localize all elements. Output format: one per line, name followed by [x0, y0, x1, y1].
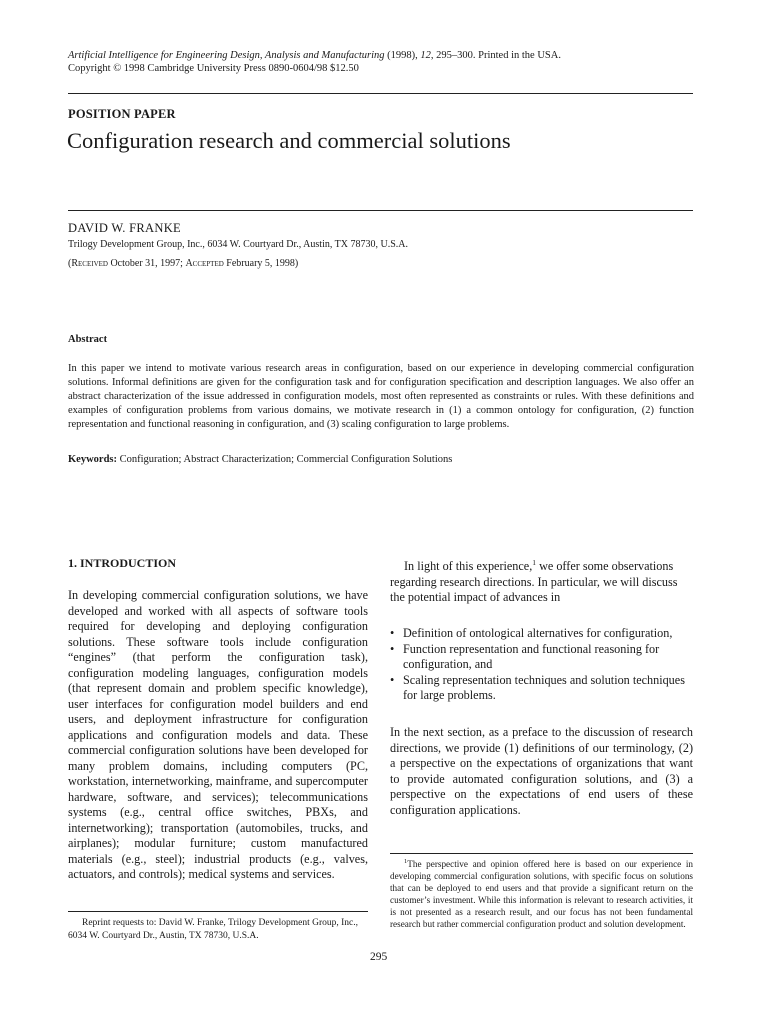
received-label: Received: [71, 258, 108, 269]
author-name: DAVID W. FRANKE: [68, 221, 181, 235]
bullet-icon: •: [390, 626, 395, 640]
journal-pages: , 295–300. Printed in the USA.: [430, 50, 561, 61]
research-directions-list: [390, 626, 693, 704]
keywords: [68, 454, 694, 465]
list-item: [390, 673, 693, 704]
keywords-list: Configuration; Abstract Characterization; Commercial Configuration Solutions: [117, 454, 453, 465]
reprint-requests: [68, 917, 368, 942]
bullet-icon: •: [390, 641, 395, 656]
submission-dates: (Received October 31, 1997; Accepted February 5, 1998): [68, 258, 299, 269]
footnote-text: The perspective and opinion offered here is based on our experience in developing commercial configuration solutions, with specific focus on solutions that can be deployed to end users and that provide a significant return on the customer’s investment. While this information is relevant to research activities, it is not presented as a research result, and our focus has not been fundamental research but rather commercial configuration product and solution development.: [390, 859, 693, 929]
bullet-icon: •: [390, 672, 395, 687]
list-item-text: Scaling representation techniques and solution techniques for large problems.: [403, 672, 685, 702]
right-p1-end: we offer some observations regarding research directions. In particular, we will discuss the potential impact of advances in: [390, 559, 678, 605]
list-item-text: Function representation and functional reasoning for configuration, and: [403, 641, 660, 671]
list-item-text: Definition of ontological alternatives for configuration,: [403, 626, 673, 640]
intro-right-paragraph-1: [390, 555, 693, 606]
reprint-text: Reprint requests to: David W. Franke, Trilogy Development Group, Inc., 6034 W. Courtyard Dr., Austin, TX 78730, U.S.A.: [68, 918, 358, 941]
abstract-text: In this paper we intend to motivate various research areas in configuration, based on our experience in developing commercial configuration solutions. Informal definitions are given for the configuration task and for configuration specification and description languages. We also offer an abstract characterization of the issue addressed in configuration models, most often represented as constraints or rules. With these definitions and examples of configuration problems from various domains, we motivate research in (1) a common ontology for configuration, (2) function representation and functional reasoning in configuration, and (3) scaling configuration to large problems.: [68, 363, 694, 430]
header-rule-top: [68, 93, 693, 94]
paper-title: Configuration research and commercial solutions: [67, 128, 511, 153]
header-rule-bottom: [68, 210, 693, 211]
footnote-rule: [390, 853, 693, 854]
intro-heading: 1. INTRODUCTION: [68, 556, 177, 570]
intro-right-paragraph-2: In the next section, as a preface to the discussion of research directions, we provide (1) definitions of our terminology, (2) a perspective on the expectations of organizations that want to provide automated configuration solutions, and (3) a perspective on the expectations of end users of these configuration applications.: [390, 725, 693, 817]
section-label: POSITION PAPER: [68, 107, 176, 121]
page-number: 295: [370, 951, 388, 963]
footnote-marker: 1: [404, 857, 408, 865]
footnote-ref[interactable]: 1: [532, 558, 537, 567]
journal-volume: 12: [420, 50, 431, 61]
journal-year: (1998),: [384, 50, 421, 61]
accepted-label: Accepted: [185, 258, 224, 269]
list-item: [390, 642, 693, 673]
journal-name: Artificial Intelligence for Engineering Design, Analysis and Manufacturing: [68, 50, 385, 61]
right-p1-start: In light of this experience,: [404, 559, 533, 574]
list-item: [390, 626, 693, 642]
received-date: October 31, 1997;: [107, 258, 186, 269]
abstract-heading: Abstract: [68, 334, 108, 345]
accepted-date: February 5, 1998): [223, 258, 299, 269]
footnote: [390, 858, 693, 930]
journal-citation: [68, 50, 698, 75]
author-affiliation: Trilogy Development Group, Inc., 6034 W. Courtyard Dr., Austin, TX 78730, U.S.A.: [68, 239, 408, 250]
keywords-label: Keywords:: [68, 454, 117, 465]
reprint-rule: [68, 911, 368, 912]
intro-left-paragraph: In developing commercial configuration solutions, we have developed and worked with all aspects of software tools required for developing and deploying configuration solutions. These software tools include configuration “engines” (that perform the configuration task), configuration modeling languages, configuration models (that represent domain and problem specific knowledge), user interfaces for configuration model builders and end users, and deployment infrastructure for configuration applications and configuration models and data. These commercial configuration solutions have been developed for many problem domains, including computers (PC, workstation, internetworking, mainframe, and supercomputer hardware, software, and services); telecommunications systems (e.g., central office switches, PBXs, and internetworking); transportation (automobiles, trucks, and airplanes); modular furniture; custom manufactured materials (e.g., steel); industrial products (e.g., valves, actuators, and controls); medical systems and services.: [68, 588, 368, 881]
copyright-line: Copyright © 1998 Cambridge University Press 0890-0604/98 $12.50: [68, 62, 359, 74]
